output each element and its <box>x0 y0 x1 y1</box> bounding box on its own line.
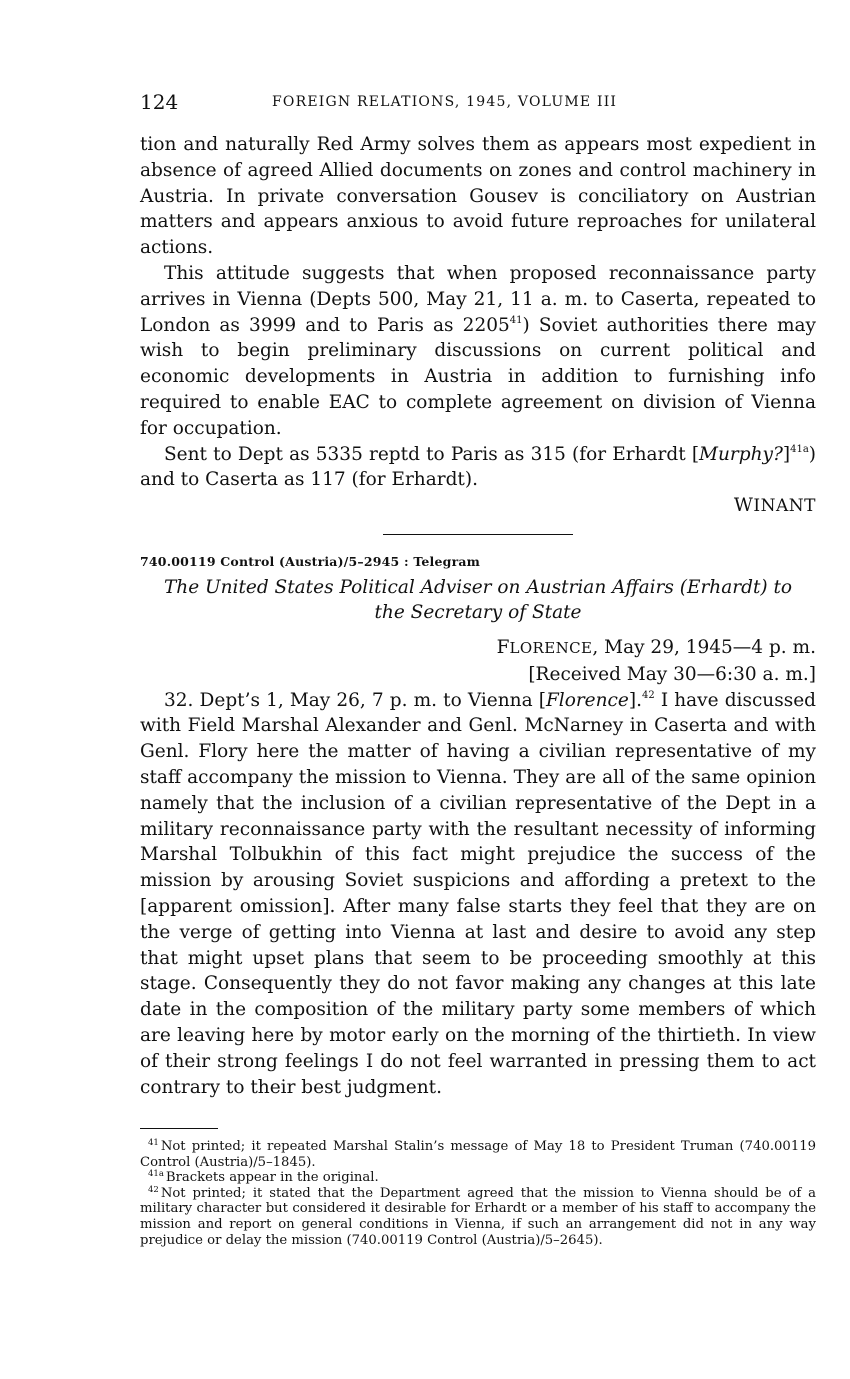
signature-initial: W <box>733 495 754 517</box>
running-title: FOREIGN RELATIONS, 1945, VOLUME III <box>272 94 618 110</box>
signature <box>140 493 816 520</box>
paragraph <box>140 442 816 494</box>
footnote-mark: 42 <box>148 1184 159 1195</box>
paragraph <box>140 261 816 442</box>
running-head <box>140 90 815 118</box>
main-text <box>140 132 816 1100</box>
footnote-mark: 41a <box>148 1169 164 1180</box>
dateline-place-initial: F <box>496 636 510 658</box>
signature-rest: INANT <box>753 496 816 517</box>
footnote-ref: 41a <box>790 443 809 455</box>
page-number: 124 <box>140 90 179 114</box>
footnotes <box>140 1128 816 1248</box>
footnote <box>140 1170 816 1186</box>
paragraph-text: I have discussed with Field Marshal Alexander and Genl. McNarney in Caserta and with Genl. Flory here the matter of having a civilian representative of my staff accompany the mission to Vienna. They are all of the same opinion namely that the inclusion of a civilian representative of the Dept in a military reconnaissance party with the resultant necessity of informing Marshal Tolbukhin of this fact might prejudice the success of the mission by arousing Soviet suspicions and affording a pretext to the [apparent omission]. After many false starts they feel that they are on the verge of getting into Vienna at last and desire to avoid any step that might upset plans that seem to be proceeding smoothly at this stage. Consequently they do not favor making any changes at this late date in the composition of the military party some members of which are leaving here by motor early on the morning of the thirtieth. In view of their strong feelings I do not feel warranted in pressing them to act contrary to their best judgment. <box>140 689 816 1098</box>
section-divider <box>383 534 573 535</box>
paragraph: tion and naturally Red Army solves them as appears most expedient in absence of agreed Allied documents on zones and control machinery in Austria. In private conversation Gousev is conciliatory on Austrian matters and appears anxious to avoid future reproaches for unilateral actions. <box>140 134 816 259</box>
paragraph-text: This attitude suggests that when proposed reconnaissance party arrives in Vienna (Depts 500, May 21, 11 a. m. to Caserta, repeated to London as 3999 and to Paris as 2205 <box>140 262 816 336</box>
received-line: [Received May 30—6:30 a. m.] <box>528 663 816 685</box>
footnote-text: Not printed; it stated that the Department agreed that the mission to Vienna should be of a military character but considered it desirable for Erhardt or a member of his staff to accompany the mission and report on general conditions in Vienna, if such an arrangement did not in any way prejudice or delay the mission (740.00119 Control (Austria)/5–2645). <box>140 1185 816 1248</box>
footnote <box>140 1139 816 1170</box>
italic-text: Murphy? <box>699 443 783 465</box>
paragraph-text: ) and to Caserta as 117 (for Erhardt). <box>140 443 816 491</box>
footnote-mark: 41 <box>148 1138 159 1148</box>
document-title-line: the Secretary of State <box>374 601 582 623</box>
paragraph-text: ]. <box>628 689 642 711</box>
paragraph-text: Sent to Dept as 5335 reptd to Paris as 315 (for Erhardt [ <box>164 443 700 465</box>
footnote-text: Not printed; it repeated Marshal Stalin’s message of May 18 to President Truman (740.00119 Control (Austria)/5–1845). <box>140 1139 816 1170</box>
footnote <box>140 1186 816 1248</box>
paragraph-text: 32. Dept’s 1, May 26, 7 p. m. to Vienna [ <box>164 689 546 711</box>
document-title-line: The United States Political Adviser on Austrian Affairs (Erhardt) to <box>163 576 793 598</box>
footnote-ref: 41 <box>509 314 523 326</box>
telegram-body <box>140 688 816 1101</box>
italic-text: Florence <box>545 689 629 711</box>
footnote-ref: 42 <box>641 689 655 701</box>
dateline <box>140 635 816 662</box>
paragraph-text: ) Soviet authorities there may wish to begin preliminary discussions on current political and economic developments in Austria in addition to furnishing info required to enable EAC to complete agreement on division of Vienna for occupation. <box>140 314 816 439</box>
file-reference: 740.00119 Control (Austria)/5–2945 : Telegram <box>140 553 481 569</box>
bracket-text: ] <box>782 443 791 465</box>
document-title <box>140 575 816 625</box>
footnote-text: Brackets appear in the original. <box>165 1170 379 1186</box>
footnote-divider <box>140 1128 218 1129</box>
dateline-date: , May 29, 1945—4 p. m. <box>592 636 816 658</box>
dateline-place: LORENCE <box>509 638 593 657</box>
